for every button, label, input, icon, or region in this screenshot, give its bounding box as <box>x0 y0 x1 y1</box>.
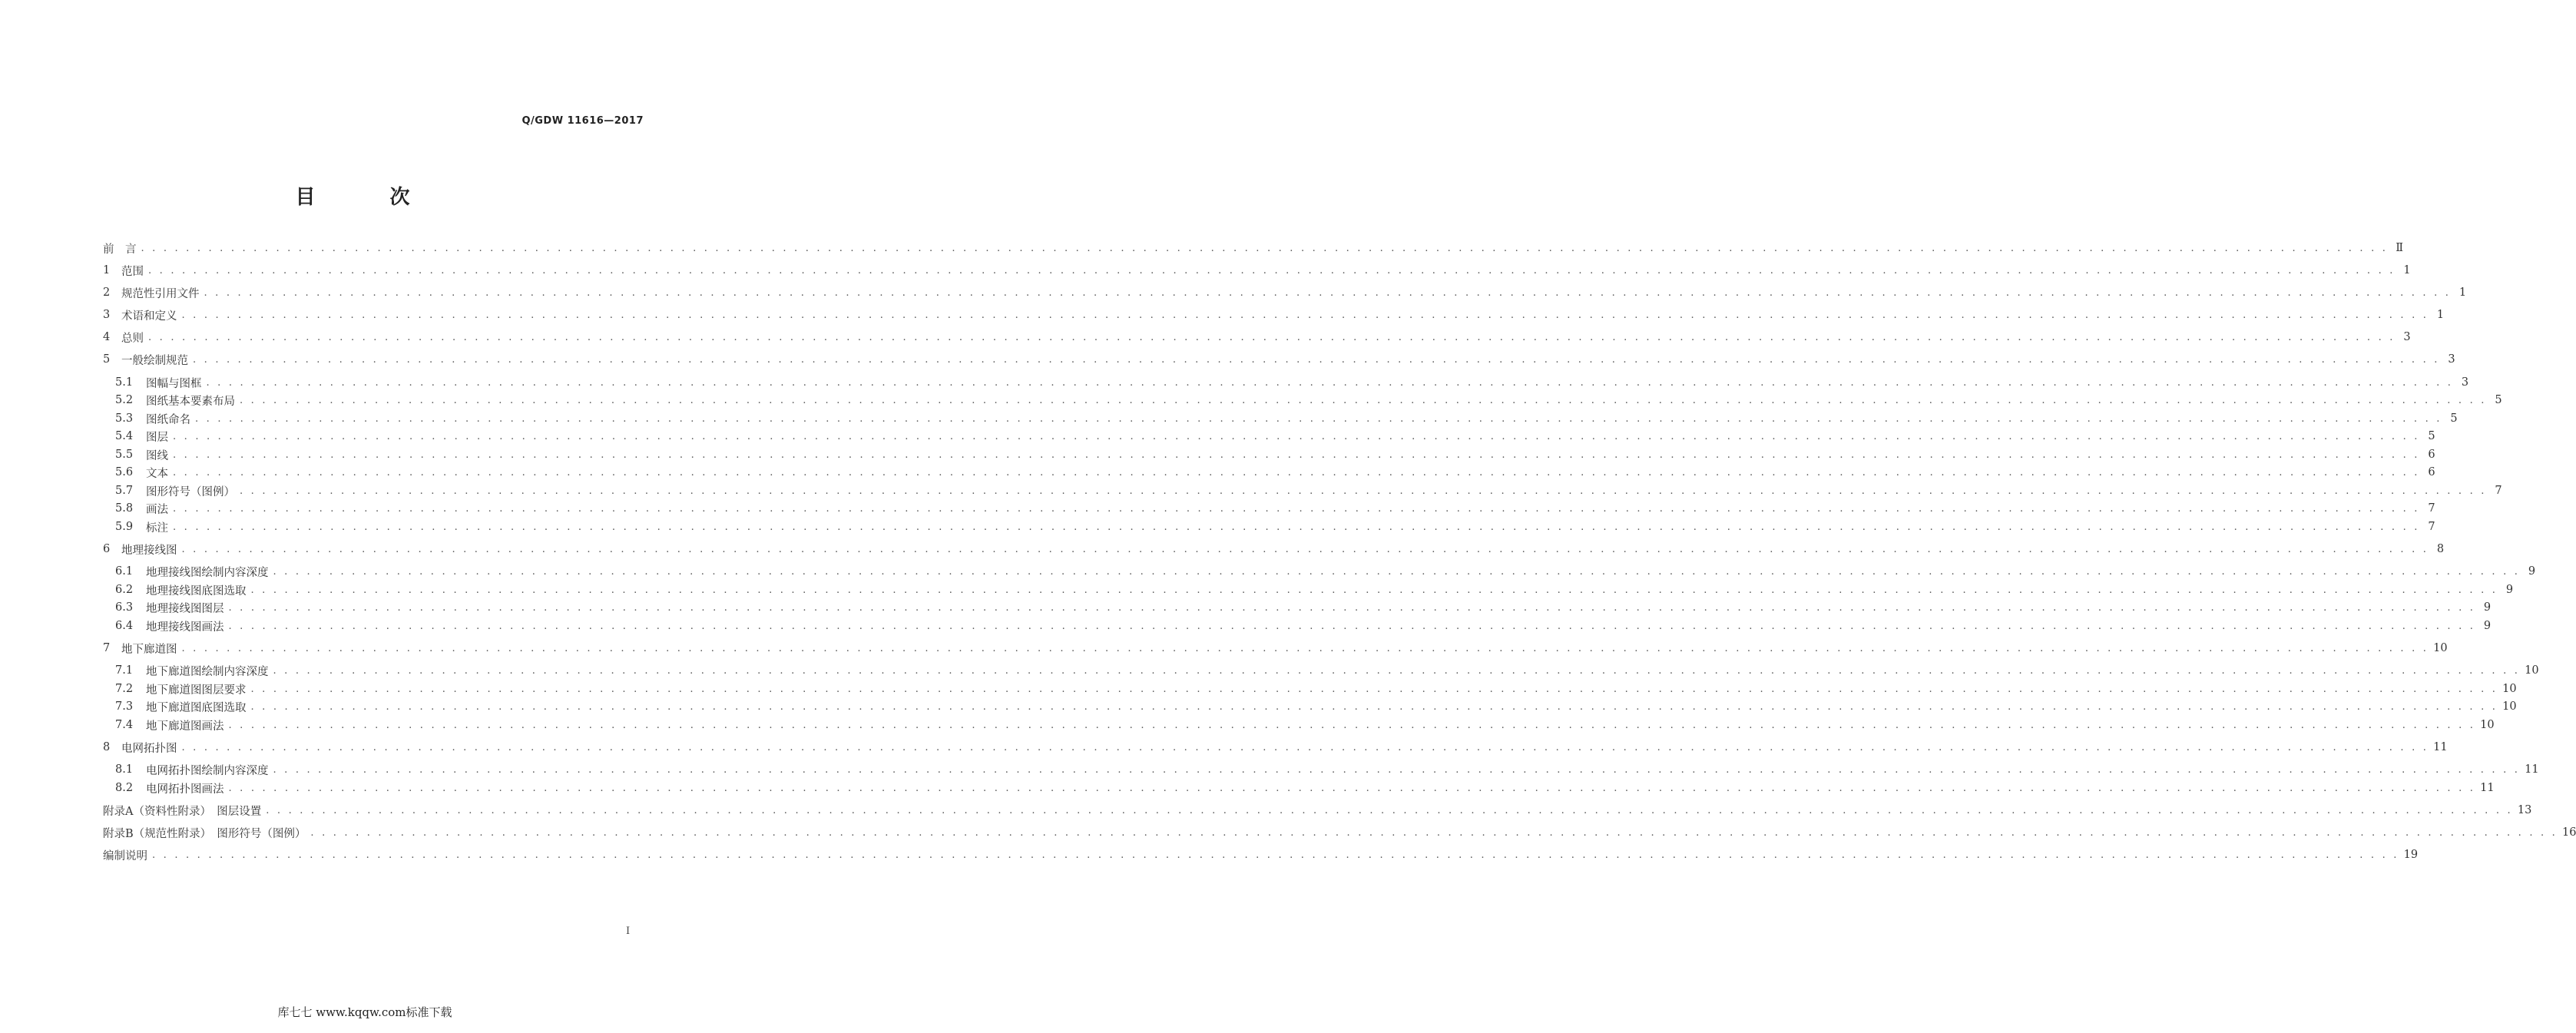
toc-entry[interactable] <box>115 446 2435 463</box>
toc-entry-page: 5 <box>2450 412 2458 425</box>
toc-entry-number: 7 <box>103 642 111 654</box>
footer-watermark: 库七七 www.kqqw.com标准下载 <box>277 1005 452 1019</box>
toc-entry-page: 10 <box>2433 642 2448 654</box>
toc-entry-number: 2 <box>103 286 111 299</box>
toc-entry-number: 5.9 <box>115 521 134 533</box>
toc-entry[interactable] <box>103 351 2455 368</box>
toc-entry-number: 8.2 <box>115 782 134 794</box>
toc-entry[interactable] <box>115 761 2539 778</box>
toc-leader-dots: . . . . . . . . . . . . . . . . . . . . . . . . . . . . . . . . . . . . . . . . . . . . . . . . . . . . . . . . . . . . . . . . . . . . . . . . . . . . . . . . . . . . . . . . . . . . . . . . . . . . . . . . . . . . . . . . . . . . . . . . . . . . . . . . . . . . . . . . . . . . . . . . . . . . . . . . . . . . . . . . . . . . . . . . . . . . . . . . . . . . . . . . . . . . . . . . . . . . . . . . <box>228 719 2476 731</box>
toc-entry[interactable] <box>115 563 2536 580</box>
toc-entry[interactable] <box>115 717 2495 733</box>
toc-entry-page: 10 <box>2502 700 2517 713</box>
toc-entry-label: 图纸基本要素布局 <box>146 395 235 408</box>
toc-leader-dots: . . . . . . . . . . . . . . . . . . . . . . . . . . . . . . . . . . . . . . . . . . . . . . . . . . . . . . . . . . . . . . . . . . . . . . . . . . . . . . . . . . . . . . . . . . . . . . . . . . . . . . . . . . . . . . . . . . . . . . . . . . . . . . . . . . . . . . . . . . . . . . . . . . . . . . . . . . . . . . . . . . . . . . . . . . . . . . . . . . . . . . . . . . . . . . . . . . . . . . . . <box>141 242 2389 254</box>
toc-entry-label: 电网拓扑图画法 <box>146 783 224 796</box>
toc-leader-dots: . . . . . . . . . . . . . . . . . . . . . . . . . . . . . . . . . . . . . . . . . . . . . . . . . . . . . . . . . . . . . . . . . . . . . . . . . . . . . . . . . . . . . . . . . . . . . . . . . . . . . . . . . . . . . . . . . . . . . . . . . . . . . . . . . . . . . . . . . . . . . . . . . . . . . . . . . . . . . . . . . . . . . . . . . . . . . . . . . . . . . . . . . . . . . . . . . . . . . . . . <box>173 502 2420 515</box>
toc-entry-number: 8.1 <box>115 763 134 776</box>
toc-entry[interactable] <box>103 262 2411 279</box>
toc-entry-label: 图层 <box>146 431 168 444</box>
toc-entry[interactable] <box>103 846 2419 863</box>
toc-entry-label: 前 言 <box>103 243 137 256</box>
toc-entry-label: 地理接线图绘制内容深度 <box>146 566 269 579</box>
toc-entry[interactable] <box>115 482 2502 499</box>
toc-entry-label: 图形符号（图例） <box>146 485 235 498</box>
toc-entry-page: 3 <box>2461 376 2469 389</box>
toc-entry-number: 5 <box>103 353 111 366</box>
toc-entry[interactable] <box>115 698 2517 715</box>
toc-entry[interactable] <box>115 518 2435 535</box>
toc-entry[interactable] <box>115 500 2435 517</box>
toc-entry-number: 4 <box>103 331 111 343</box>
toc-leader-dots: . . . . . . . . . . . . . . . . . . . . . . . . . . . . . . . . . . . . . . . . . . . . . . . . . . . . . . . . . . . . . . . . . . . . . . . . . . . . . . . . . . . . . . . . . . . . . . . . . . . . . . . . . . . . . . . . . . . . . . . . . . . . . . . . . . . . . . . . . . . . . . . . . . . . . . . . . . . . . . . . . . . . . . . . . . . . . . . . . . . . . . . . . . . . . . . . . . . . . . . . <box>228 620 2476 632</box>
toc-entry[interactable] <box>115 428 2435 445</box>
page-number: I <box>626 925 631 937</box>
toc-entry[interactable] <box>103 306 2445 323</box>
toc-entry-page: 7 <box>2428 502 2435 515</box>
toc-entry-label: 电网拓扑图绘制内容深度 <box>146 764 269 777</box>
toc-leader-dots: . . . . . . . . . . . . . . . . . . . . . . . . . . . . . . . . . . . . . . . . . . . . . . . . . . . . . . . . . . . . . . . . . . . . . . . . . . . . . . . . . . . . . . . . . . . . . . . . . . . . . . . . . . . . . . . . . . . . . . . . . . . . . . . . . . . . . . . . . . . . . . . . . . . . . . . . . . . . . . . . . . . . . . . . . . . . . . . . . . . . . . . . . . . . . . . . . . . . . . . . <box>148 331 2396 343</box>
toc-entry[interactable] <box>115 464 2435 481</box>
toc-leader-dots: . . . . . . . . . . . . . . . . . . . . . . . . . . . . . . . . . . . . . . . . . . . . . . . . . . . . . . . . . . . . . . . . . . . . . . . . . . . . . . . . . . . . . . . . . . . . . . . . . . . . . . . . . . . . . . . . . . . . . . . . . . . . . . . . . . . . . . . . . . . . . . . . . . . . . . . . . . . . . . . . . . . . . . . . . . . . . . . . . . . . . . . . . . . . . . . . . . . . . . . . <box>181 741 2429 753</box>
toc-entry-number: 5.3 <box>115 412 134 425</box>
toc-entry-label: 地下廊道图图层要求 <box>146 684 247 697</box>
toc-leader-dots: . . . . . . . . . . . . . . . . . . . . . . . . . . . . . . . . . . . . . . . . . . . . . . . . . . . . . . . . . . . . . . . . . . . . . . . . . . . . . . . . . . . . . . . . . . . . . . . . . . . . . . . . . . . . . . . . . . . . . . . . . . . . . . . . . . . . . . . . . . . . . . . . . . . . . . . . . . . . . . . . . . . . . . . . . . . . . . . . . . . . . . . . . . . . . . . . . . . . . . . . <box>240 485 2487 497</box>
toc-entry-label: 标注 <box>146 521 168 535</box>
toc-entry-page: 6 <box>2428 466 2435 478</box>
toc-entry-page: 13 <box>2517 804 2532 816</box>
toc-entry-page: 5 <box>2428 430 2435 442</box>
toc-entry[interactable] <box>115 392 2502 409</box>
toc-leader-dots: . . . . . . . . . . . . . . . . . . . . . . . . . . . . . . . . . . . . . . . . . . . . . . . . . . . . . . . . . . . . . . . . . . . . . . . . . . . . . . . . . . . . . . . . . . . . . . . . . . . . . . . . . . . . . . . . . . . . . . . . . . . . . . . . . . . . . . . . . . . . . . . . . . . . . . . . . . . . . . . . . . . . . . . . . . . . . . . . . . . . . . . . . . . . . . . . . . . . . . . . <box>273 664 2521 677</box>
toc-entry[interactable] <box>103 541 2445 558</box>
toc-leader-dots: . . . . . . . . . . . . . . . . . . . . . . . . . . . . . . . . . . . . . . . . . . . . . . . . . . . . . . . . . . . . . . . . . . . . . . . . . . . . . . . . . . . . . . . . . . . . . . . . . . . . . . . . . . . . . . . . . . . . . . . . . . . . . . . . . . . . . . . . . . . . . . . . . . . . . . . . . . . . . . . . . . . . . . . . . . . . . . . . . . . . . . . . . . . . . . . . . . . . . . . . <box>193 353 2440 366</box>
toc-entry-number: 6.2 <box>115 584 134 596</box>
toc-leader-dots: . . . . . . . . . . . . . . . . . . . . . . . . . . . . . . . . . . . . . . . . . . . . . . . . . . . . . . . . . . . . . . . . . . . . . . . . . . . . . . . . . . . . . . . . . . . . . . . . . . . . . . . . . . . . . . . . . . . . . . . . . . . . . . . . . . . . . . . . . . . . . . . . . . . . . . . . . . . . . . . . . . . . . . . . . . . . . . . . . . . . . . . . . . . . . . . . . . . . . . . . <box>173 521 2420 533</box>
toc-leader-dots: . . . . . . . . . . . . . . . . . . . . . . . . . . . . . . . . . . . . . . . . . . . . . . . . . . . . . . . . . . . . . . . . . . . . . . . . . . . . . . . . . . . . . . . . . . . . . . . . . . . . . . . . . . . . . . . . . . . . . . . . . . . . . . . . . . . . . . . . . . . . . . . . . . . . . . . . . . . . . . . . . . . . . . . . . . . . . . . . . . . . . . . . . . . . . . . . . . . . . . . . <box>250 683 2498 695</box>
toc-entry-label: 附录A（资料性附录） 图层设置 <box>103 805 262 818</box>
toc-leader-dots: . . . . . . . . . . . . . . . . . . . . . . . . . . . . . . . . . . . . . . . . . . . . . . . . . . . . . . . . . . . . . . . . . . . . . . . . . . . . . . . . . . . . . . . . . . . . . . . . . . . . . . . . . . . . . . . . . . . . . . . . . . . . . . . . . . . . . . . . . . . . . . . . . . . . . . . . . . . . . . . . . . . . . . . . . . . . . . . . . . . . . . . . . . . . . . . . . . . . . . . . <box>148 264 2396 276</box>
toc-leader-dots: . . . . . . . . . . . . . . . . . . . . . . . . . . . . . . . . . . . . . . . . . . . . . . . . . . . . . . . . . . . . . . . . . . . . . . . . . . . . . . . . . . . . . . . . . . . . . . . . . . . . . . . . . . . . . . . . . . . . . . . . . . . . . . . . . . . . . . . . . . . . . . . . . . . . . . . . . . . . . . . . . . . . . . . . . . . . . . . . . . . . . . . . . . . . . . . . . . . . . . . . <box>250 584 2498 596</box>
standard-code: Q/GDW 11616—2017 <box>521 115 644 127</box>
toc-leader-dots: . . . . . . . . . . . . . . . . . . . . . . . . . . . . . . . . . . . . . . . . . . . . . . . . . . . . . . . . . . . . . . . . . . . . . . . . . . . . . . . . . . . . . . . . . . . . . . . . . . . . . . . . . . . . . . . . . . . . . . . . . . . . . . . . . . . . . . . . . . . . . . . . . . . . . . . . . . . . . . . . . . . . . . . . . . . . . . . . . . . . . . . . . . . . . . . . . . . . . . . . <box>240 394 2487 406</box>
toc-entry[interactable] <box>103 640 2448 657</box>
toc-entry-number: 6.1 <box>115 565 134 578</box>
toc-entry-number: 6.4 <box>115 620 134 632</box>
toc-entry-number: 8 <box>103 741 111 753</box>
toc-entry-number: 5.1 <box>115 376 134 389</box>
toc-entry[interactable] <box>103 284 2467 301</box>
toc-entry-page: 19 <box>2403 849 2419 861</box>
toc-entry-number: 5.6 <box>115 466 134 478</box>
toc-leader-dots: . . . . . . . . . . . . . . . . . . . . . . . . . . . . . . . . . . . . . . . . . . . . . . . . . . . . . . . . . . . . . . . . . . . . . . . . . . . . . . . . . . . . . . . . . . . . . . . . . . . . . . . . . . . . . . . . . . . . . . . . . . . . . . . . . . . . . . . . . . . . . . . . . . . . . . . . . . . . . . . . . . . . . . . . . . . . . . . . . . . . . . . . . . . . . . . . . . . . . . . . <box>173 449 2420 461</box>
toc-leader-dots: . . . . . . . . . . . . . . . . . . . . . . . . . . . . . . . . . . . . . . . . . . . . . . . . . . . . . . . . . . . . . . . . . . . . . . . . . . . . . . . . . . . . . . . . . . . . . . . . . . . . . . . . . . . . . . . . . . . . . . . . . . . . . . . . . . . . . . . . . . . . . . . . . . . . . . . . . . . . . . . . . . . . . . . . . . . . . . . . . . . . . . . . . . . . . . . . . . . . . . . . <box>228 782 2476 794</box>
toc-entry-label: 一般绘制规范 <box>121 354 188 367</box>
toc-entry-page: 3 <box>2403 331 2411 343</box>
toc-entry-label: 图纸命名 <box>146 413 190 426</box>
toc-leader-dots: . . . . . . . . . . . . . . . . . . . . . . . . . . . . . . . . . . . . . . . . . . . . . . . . . . . . . . . . . . . . . . . . . . . . . . . . . . . . . . . . . . . . . . . . . . . . . . . . . . . . . . . . . . . . . . . . . . . . . . . . . . . . . . . . . . . . . . . . . . . . . . . . . . . . . . . . . . . . . . . . . . . . . . . . . . . . . . . . . . . . . . . . . . . . . . . . . . . . . . . . <box>195 412 2442 425</box>
toc-entry[interactable] <box>115 374 2469 391</box>
toc-entry-page: 9 <box>2528 565 2536 578</box>
toc-entry-label: 文本 <box>146 467 168 480</box>
toc-leader-dots: . . . . . . . . . . . . . . . . . . . . . . . . . . . . . . . . . . . . . . . . . . . . . . . . . . . . . . . . . . . . . . . . . . . . . . . . . . . . . . . . . . . . . . . . . . . . . . . . . . . . . . . . . . . . . . . . . . . . . . . . . . . . . . . . . . . . . . . . . . . . . . . . . . . . . . . . . . . . . . . . . . . . . . . . . . . . . . . . . . . . . . . . . . . . . . . . . . . . . . . . <box>204 286 2452 299</box>
toc-entry-page: 7 <box>2495 485 2502 497</box>
toc-entry-label: 地理接线图画法 <box>146 621 224 634</box>
toc-entry-label: 电网拓扑图 <box>121 742 177 755</box>
toc-leader-dots: . . . . . . . . . . . . . . . . . . . . . . . . . . . . . . . . . . . . . . . . . . . . . . . . . . . . . . . . . . . . . . . . . . . . . . . . . . . . . . . . . . . . . . . . . . . . . . . . . . . . . . . . . . . . . . . . . . . . . . . . . . . . . . . . . . . . . . . . . . . . . . . . . . . . . . . . . . . . . . . . . . . . . . . . . . . . . . . . . . . . . . . . . . . . . . . . . . . . . . . . <box>181 309 2429 321</box>
toc-entry-label: 附录B（规范性附录） 图形符号（图例） <box>103 827 306 840</box>
toc-leader-dots: . . . . . . . . . . . . . . . . . . . . . . . . . . . . . . . . . . . . . . . . . . . . . . . . . . . . . . . . . . . . . . . . . . . . . . . . . . . . . . . . . . . . . . . . . . . . . . . . . . . . . . . . . . . . . . . . . . . . . . . . . . . . . . . . . . . . . . . . . . . . . . . . . . . . . . . . . . . . . . . . . . . . . . . . . . . . . . . . . . . . . . . . . . . . . . . . . . . . . . . . <box>266 804 2513 816</box>
toc-entry-page: 1 <box>2436 309 2445 321</box>
toc-entry-number: 5.7 <box>115 485 134 497</box>
toc-entry-page: 10 <box>2480 719 2495 731</box>
toc-entry-number: 5.4 <box>115 430 134 442</box>
toc-entry[interactable] <box>115 599 2492 616</box>
toc-entry-number: 7.1 <box>115 664 134 677</box>
toc-entry[interactable] <box>103 802 2532 819</box>
toc-entry-number: 3 <box>103 309 111 321</box>
toc-entry-label: 图线 <box>146 449 168 462</box>
toc-entry-page: 1 <box>2458 286 2467 299</box>
toc-entry-number: 7.4 <box>115 719 134 731</box>
toc-entry-label: 地下廊道图绘制内容深度 <box>146 665 269 678</box>
toc-entry-page: 11 <box>2525 763 2539 776</box>
toc-entry-label: 总则 <box>121 332 144 345</box>
toc-entry-page: 10 <box>2525 664 2539 677</box>
toc-entry-page: 10 <box>2502 683 2517 695</box>
toc-entry-page: 1 <box>2403 264 2411 276</box>
toc-leader-dots: . . . . . . . . . . . . . . . . . . . . . . . . . . . . . . . . . . . . . . . . . . . . . . . . . . . . . . . . . . . . . . . . . . . . . . . . . . . . . . . . . . . . . . . . . . . . . . . . . . . . . . . . . . . . . . . . . . . . . . . . . . . . . . . . . . . . . . . . . . . . . . . . . . . . . . . . . . . . . . . . . . . . . . . . . . . . . . . . . . . . . . . . . . . . . . . . . . . . . . . . <box>181 543 2429 555</box>
toc-entry-label: 编制说明 <box>103 849 147 862</box>
toc-entry-page: 9 <box>2505 584 2514 596</box>
toc-leader-dots: . . . . . . . . . . . . . . . . . . . . . . . . . . . . . . . . . . . . . . . . . . . . . . . . . . . . . . . . . . . . . . . . . . . . . . . . . . . . . . . . . . . . . . . . . . . . . . . . . . . . . . . . . . . . . . . . . . . . . . . . . . . . . . . . . . . . . . . . . . . . . . . . . . . . . . . . . . . . . . . . . . . . . . . . . . . . . . . . . . . . . . . . . . . . . . . . . . . . . . . . <box>173 466 2420 478</box>
toc-entry-label: 地下廊道图底图选取 <box>146 701 247 714</box>
toc-entry-number: 6.3 <box>115 601 134 614</box>
toc-leader-dots: . . . . . . . . . . . . . . . . . . . . . . . . . . . . . . . . . . . . . . . . . . . . . . . . . . . . . . . . . . . . . . . . . . . . . . . . . . . . . . . . . . . . . . . . . . . . . . . . . . . . . . . . . . . . . . . . . . . . . . . . . . . . . . . . . . . . . . . . . . . . . . . . . . . . . . . . . . . . . . . . . . . . . . . . . . . . . . . . . . . . . . . . . . . . . . . . . . . . . . . . <box>228 601 2476 614</box>
toc-entry[interactable] <box>115 680 2517 697</box>
toc-entry-page: 8 <box>2436 543 2445 555</box>
toc-entry-page: 9 <box>2483 620 2492 632</box>
toc-leader-dots: . . . . . . . . . . . . . . . . . . . . . . . . . . . . . . . . . . . . . . . . . . . . . . . . . . . . . . . . . . . . . . . . . . . . . . . . . . . . . . . . . . . . . . . . . . . . . . . . . . . . . . . . . . . . . . . . . . . . . . . . . . . . . . . . . . . . . . . . . . . . . . . . . . . . . . . . . . . . . . . . . . . . . . . . . . . . . . . . . . . . . . . . . . . . . . . . . . . . . . . . <box>152 849 2399 861</box>
toc-entry[interactable] <box>115 410 2458 427</box>
toc-entry[interactable] <box>115 617 2492 634</box>
toc-entry[interactable] <box>115 581 2514 598</box>
toc-entry[interactable] <box>103 739 2448 756</box>
toc-entry-label: 规范性引用文件 <box>121 287 200 300</box>
toc-entry-number: 1 <box>103 264 111 276</box>
toc-leader-dots: . . . . . . . . . . . . . . . . . . . . . . . . . . . . . . . . . . . . . . . . . . . . . . . . . . . . . . . . . . . . . . . . . . . . . . . . . . . . . . . . . . . . . . . . . . . . . . . . . . . . . . . . . . . . . . . . . . . . . . . . . . . . . . . . . . . . . . . . . . . . . . . . . . . . . . . . . . . . . . . . . . . . . . . . . . . . . . . . . . . . . . . . . . . . . . . . . . . . . . . . <box>273 565 2521 578</box>
toc-entry-page: 6 <box>2428 449 2435 461</box>
toc-entry-label: 范围 <box>121 265 144 278</box>
toc-entry-label: 地理接线图图层 <box>146 602 224 615</box>
toc-entry-label: 画法 <box>146 503 168 516</box>
toc-leader-dots: . . . . . . . . . . . . . . . . . . . . . . . . . . . . . . . . . . . . . . . . . . . . . . . . . . . . . . . . . . . . . . . . . . . . . . . . . . . . . . . . . . . . . . . . . . . . . . . . . . . . . . . . . . . . . . . . . . . . . . . . . . . . . . . . . . . . . . . . . . . . . . . . . . . . . . . . . . . . . . . . . . . . . . . . . . . . . . . . . . . . . . . . . . . . . . . . . . . . . . . . <box>181 642 2429 654</box>
toc-entry[interactable] <box>115 662 2539 679</box>
toc-entry-page: Ⅱ <box>2396 242 2404 254</box>
toc-leader-dots: . . . . . . . . . . . . . . . . . . . . . . . . . . . . . . . . . . . . . . . . . . . . . . . . . . . . . . . . . . . . . . . . . . . . . . . . . . . . . . . . . . . . . . . . . . . . . . . . . . . . . . . . . . . . . . . . . . . . . . . . . . . . . . . . . . . . . . . . . . . . . . . . . . . . . . . . . . . . . . . . . . . . . . . . . . . . . . . . . . . . . . . . . . . . . . . . . . . . . . . . <box>250 700 2498 713</box>
toc-entry-page: 11 <box>2433 741 2448 753</box>
toc-leader-dots: . . . . . . . . . . . . . . . . . . . . . . . . . . . . . . . . . . . . . . . . . . . . . . . . . . . . . . . . . . . . . . . . . . . . . . . . . . . . . . . . . . . . . . . . . . . . . . . . . . . . . . . . . . . . . . . . . . . . . . . . . . . . . . . . . . . . . . . . . . . . . . . . . . . . . . . . . . . . . . . . . . . . . . . . . . . . . . . . . . . . . . . . . . . . . . . . . . . . . . . . <box>273 763 2521 776</box>
toc-leader-dots: . . . . . . . . . . . . . . . . . . . . . . . . . . . . . . . . . . . . . . . . . . . . . . . . . . . . . . . . . . . . . . . . . . . . . . . . . . . . . . . . . . . . . . . . . . . . . . . . . . . . . . . . . . . . . . . . . . . . . . . . . . . . . . . . . . . . . . . . . . . . . . . . . . . . . . . . . . . . . . . . . . . . . . . . . . . . . . . . . . . . . . . . . . . . . . . . . . . . . . . . <box>310 826 2558 839</box>
toc-entry-page: 3 <box>2448 353 2455 366</box>
toc-entry-label: 术语和定义 <box>121 310 177 323</box>
toc-entry-page: 5 <box>2495 394 2502 406</box>
toc-entry-number: 7.2 <box>115 683 134 695</box>
toc-entry-number: 5.8 <box>115 502 134 515</box>
toc-entry-label: 地理接线图 <box>121 544 177 557</box>
toc-entry-label: 地下廊道图 <box>121 643 177 656</box>
toc-leader-dots: . . . . . . . . . . . . . . . . . . . . . . . . . . . . . . . . . . . . . . . . . . . . . . . . . . . . . . . . . . . . . . . . . . . . . . . . . . . . . . . . . . . . . . . . . . . . . . . . . . . . . . . . . . . . . . . . . . . . . . . . . . . . . . . . . . . . . . . . . . . . . . . . . . . . . . . . . . . . . . . . . . . . . . . . . . . . . . . . . . . . . . . . . . . . . . . . . . . . . . . . <box>173 430 2420 442</box>
toc-entry-number: 5.5 <box>115 449 134 461</box>
toc-entry[interactable] <box>115 780 2495 796</box>
toc-entry-page: 16 <box>2562 826 2576 839</box>
page-title: 目 次 <box>295 186 444 209</box>
toc-entry-label: 图幅与图框 <box>146 377 202 390</box>
toc-entry-page: 11 <box>2480 782 2495 794</box>
toc-entry-label: 地理接线图底图选取 <box>146 584 247 598</box>
toc-leader-dots: . . . . . . . . . . . . . . . . . . . . . . . . . . . . . . . . . . . . . . . . . . . . . . . . . . . . . . . . . . . . . . . . . . . . . . . . . . . . . . . . . . . . . . . . . . . . . . . . . . . . . . . . . . . . . . . . . . . . . . . . . . . . . . . . . . . . . . . . . . . . . . . . . . . . . . . . . . . . . . . . . . . . . . . . . . . . . . . . . . . . . . . . . . . . . . . . . . . . . . . . <box>206 376 2454 389</box>
toc-entry[interactable] <box>103 329 2411 346</box>
toc-entry-page: 7 <box>2428 521 2435 533</box>
toc-entry[interactable] <box>103 824 2576 841</box>
toc-entry-page: 9 <box>2483 601 2492 614</box>
toc-entry-number: 6 <box>103 543 111 555</box>
toc-entry-number: 7.3 <box>115 700 134 713</box>
toc-entry-number: 5.2 <box>115 394 134 406</box>
toc-entry[interactable] <box>103 240 2404 257</box>
toc-entry-label: 地下廊道图画法 <box>146 720 224 733</box>
